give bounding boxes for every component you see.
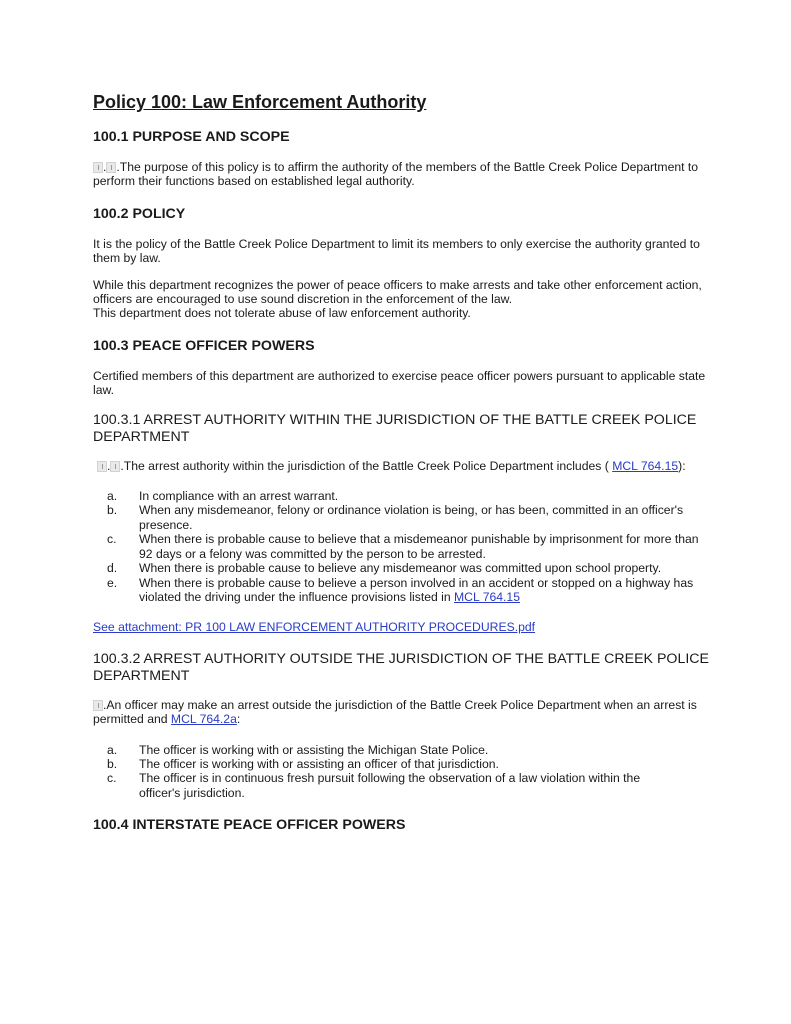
mcl-764-2a-link[interactable]: MCL 764.2a [170, 712, 237, 727]
arrest-within-list [93, 489, 713, 604]
purpose-text: .The purpose of this policy is to affirm the authority of the members of the Battle Creek Police Department to perform their functions based on established legal authority. [93, 160, 699, 189]
placeholder-glyph-icon [97, 461, 107, 472]
section-heading-100-4: 100.4 INTERSTATE PEACE OFFICER POWERS [93, 817, 406, 834]
subsection-heading-100-3-1: 100.3.1 ARREST AUTHORITY WITHIN THE JURISDICTION OF THE BATTLE CREEK POLICE DEPARTMENT [93, 411, 697, 446]
peace-officer-powers-paragraph: Certified members of this department are authorized to exercise peace officer powers pursuant to applicable state law. [93, 368, 706, 398]
list-item: c. When there is probable cause to believe that a misdemeanor punishable by imprisonment for more than 92 days or a felony was committed by the person to be arrested. [107, 532, 699, 561]
placeholder-glyph-icon [110, 461, 120, 472]
list-item: d. When there is probable cause to believe any misdemeanor was committed upon school property. [107, 561, 662, 576]
list-item: a. The officer is working with or assisting the Michigan State Police. [107, 742, 489, 757]
list-item: b. When any misdemeanor, felony or ordinance violation is being, or has been, committed in an officer's presence. [107, 503, 684, 532]
policy-paragraph-2-line-1: While this department recognizes the power of peace officers to make arrests and take other enforcement action, officers are encouraged to use sound discretion in the enforcement of the law. [93, 277, 702, 307]
policy-paragraph-1: It is the policy of the Battle Creek Police Department to limit its members to only exercise the authority granted to them by law. [93, 236, 700, 266]
mcl-764-15-link-item-e[interactable]: MCL 764.15 [454, 589, 520, 604]
purpose-paragraph: . .The purpose of this policy is to affirm the authority of the members of the Battle Creek Police Department to perform their functions based on established legal authority. [93, 160, 699, 189]
subsection-heading-100-3-2: 100.3.2 ARREST AUTHORITY OUTSIDE THE JURISDICTION OF THE BATTLE CREEK POLICE DEPARTMENT [93, 650, 709, 685]
policy-paragraph-2-line-2: This department does not tolerate abuse of law enforcement authority. [93, 306, 471, 321]
section-heading-100-3: 100.3 PEACE OFFICER POWERS [93, 337, 315, 354]
list-item: c. The officer is in continuous fresh pursuit following the observation of a law violation within the officer's jurisdiction. [107, 771, 641, 800]
policy-paragraph-2 [93, 278, 713, 321]
section-heading-100-1: 100.1 PURPOSE AND SCOPE [93, 129, 290, 145]
mcl-764-15-link[interactable]: MCL 764.15 [612, 458, 679, 473]
document-title: Policy 100: Law Enforcement Authority [93, 92, 427, 112]
placeholder-glyph-icon [93, 700, 103, 711]
list-item: e. When there is probable cause to believe a person involved in an accident or stopped on a highway has violated the driving under the influence provisions listed in MCL 764.15 [107, 575, 694, 604]
placeholder-glyph-icon [106, 162, 116, 173]
list-item: a. In compliance with an arrest warrant. [107, 489, 339, 504]
document-page [93, 90, 713, 834]
arrest-within-intro: . .The arrest authority within the jurisdiction of the Battle Creek Police Department includes ( MCL 764.15): [93, 459, 713, 473]
list-item: b. The officer is working with or assisting an officer of that jurisdiction. [107, 756, 499, 771]
arrest-outside-list [93, 743, 713, 801]
attachment-link[interactable]: See attachment: PR 100 LAW ENFORCEMENT AUTHORITY PROCEDURES.pdf [93, 620, 536, 635]
arrest-outside-intro: .An officer may make an arrest outside the jurisdiction of the Battle Creek Police Department when an arrest is permitted and MCL 764.2a: [93, 697, 697, 727]
placeholder-glyph-icon [93, 162, 103, 173]
attachment-paragraph [93, 620, 713, 634]
section-heading-100-2: 100.2 POLICY [93, 205, 186, 222]
